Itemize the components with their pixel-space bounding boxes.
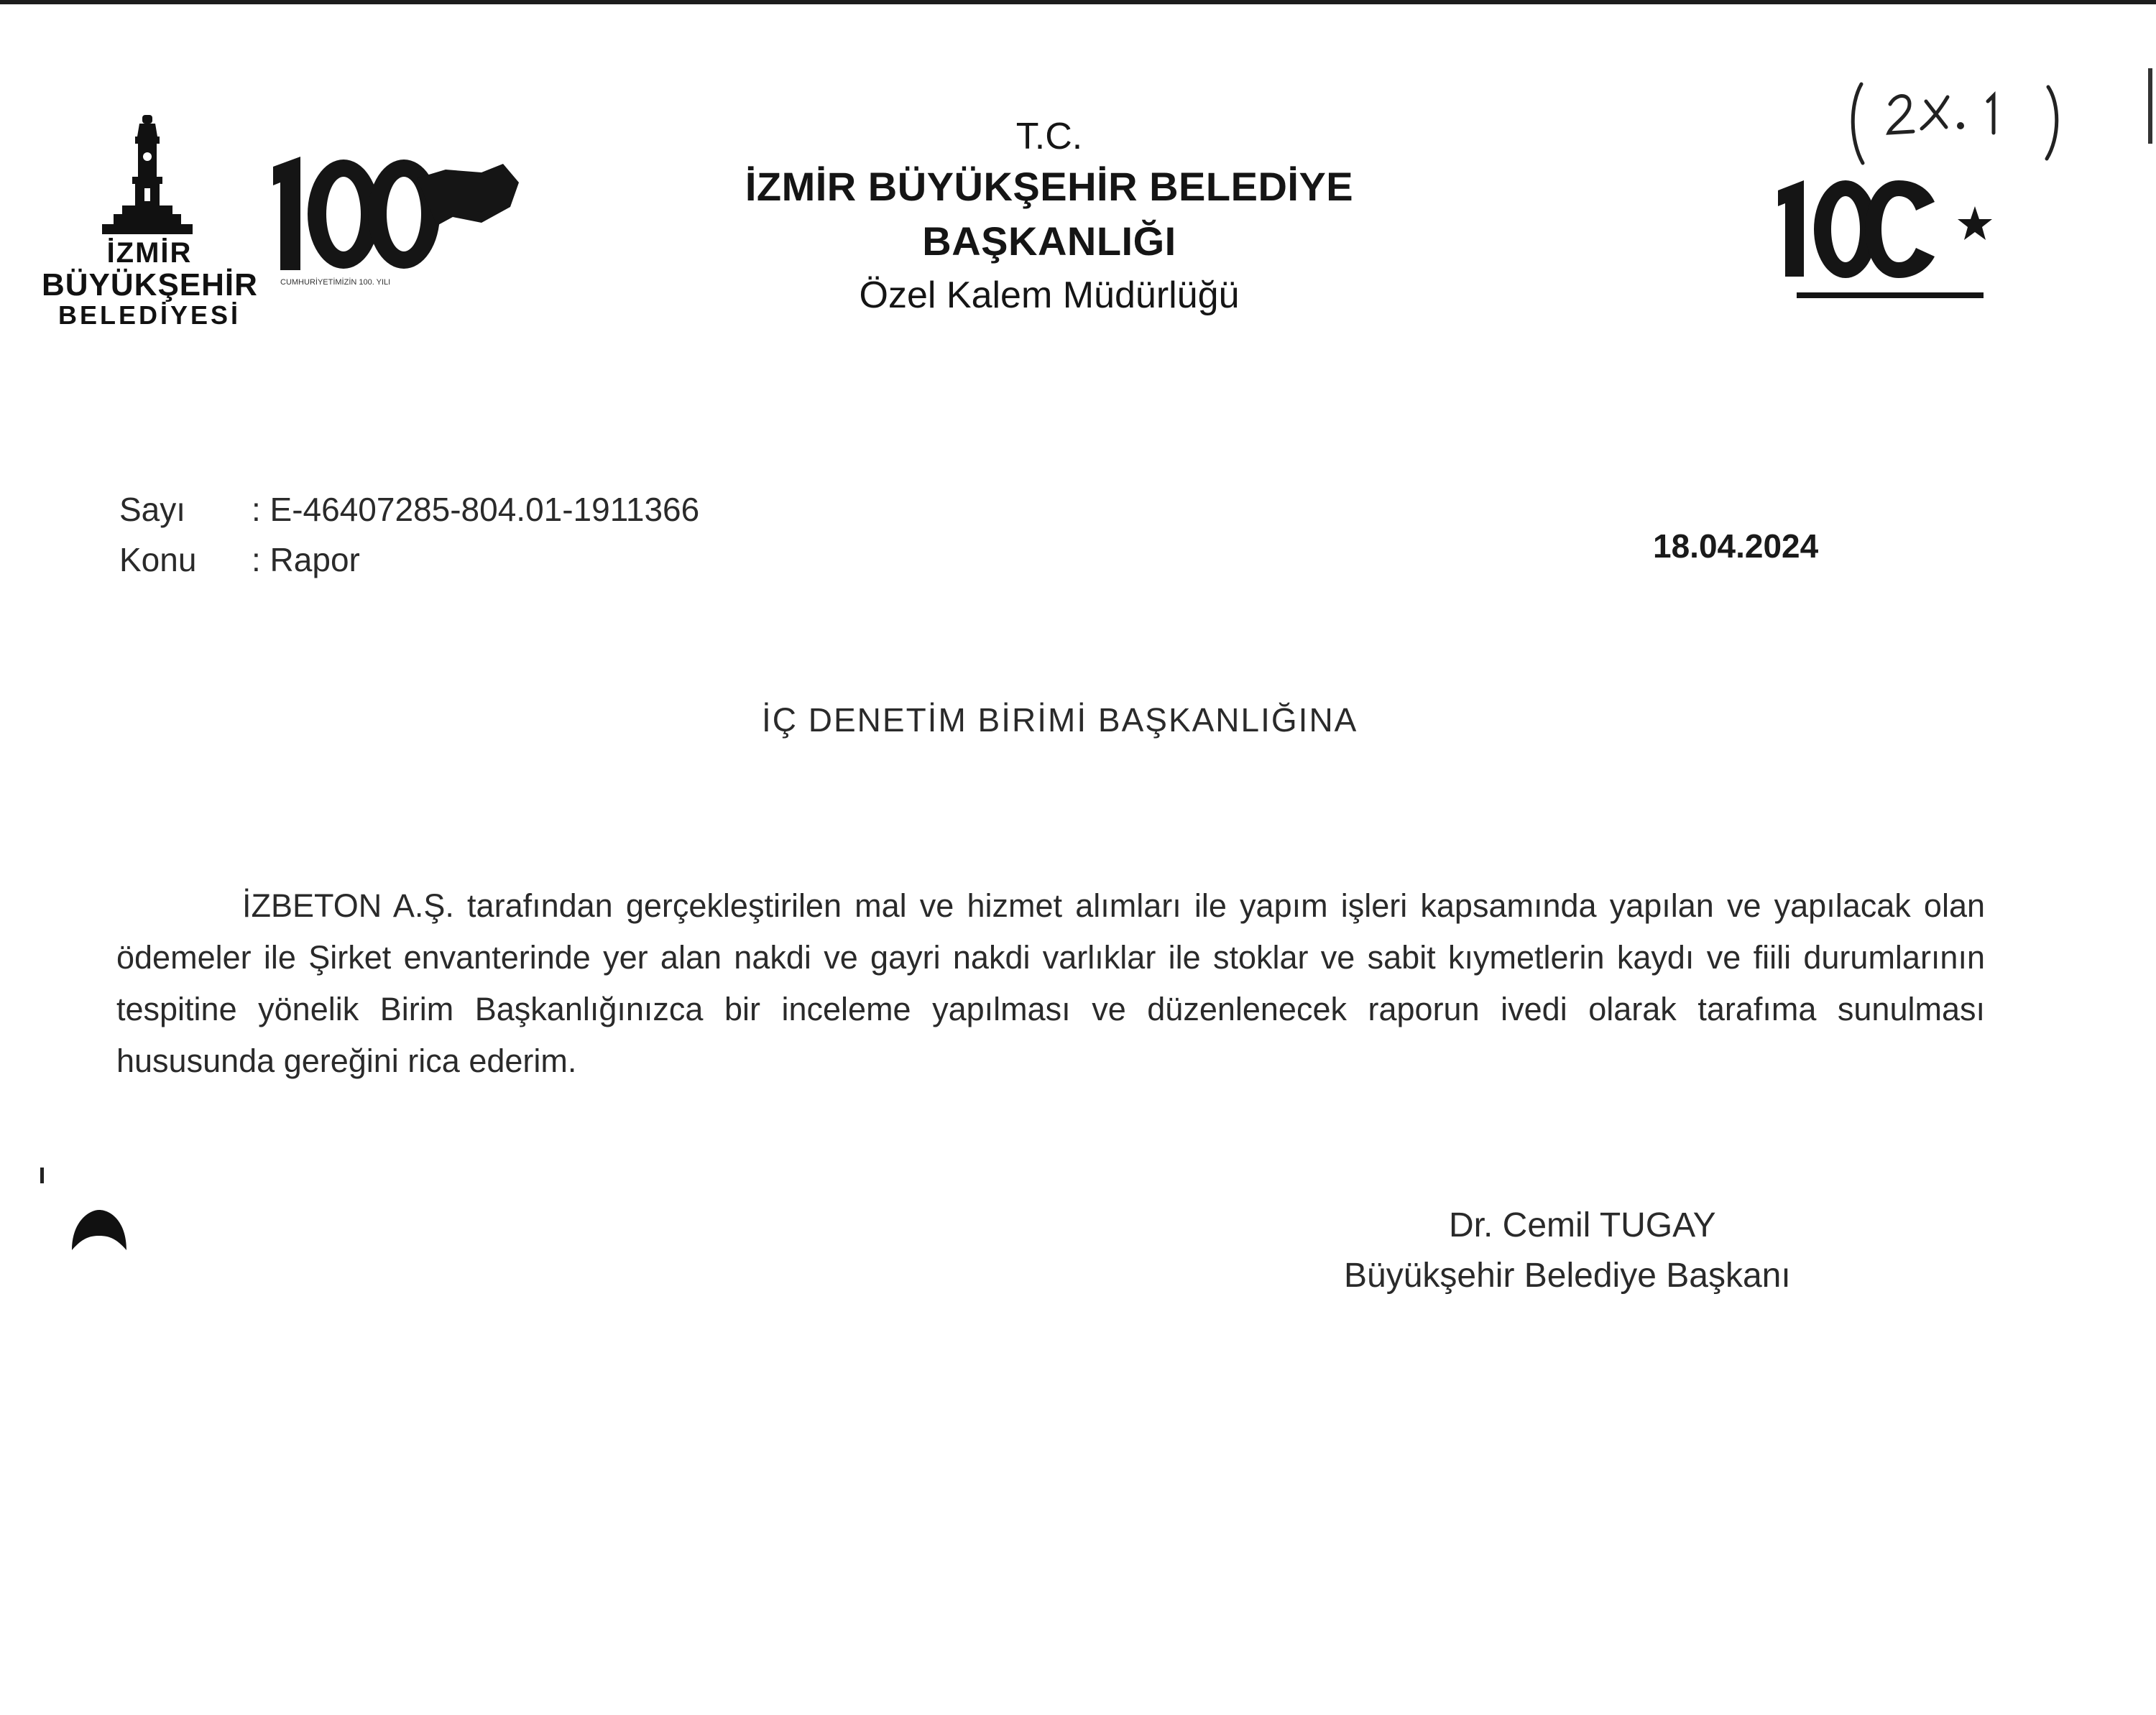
scan-mark <box>40 1168 44 1183</box>
document-date: 18.04.2024 <box>1653 527 1819 565</box>
clock-tower-icon <box>42 115 257 237</box>
signer-title: Büyükşehir Belediye Başkanı <box>1344 1257 1791 1295</box>
letterhead <box>618 114 1480 322</box>
scan-right-edge <box>2148 68 2152 144</box>
logo-text-line2: BÜYÜKŞEHİR <box>42 267 258 302</box>
izmir-municipality-logo <box>42 115 257 330</box>
sayi-value: : E-46407285-804.01-1911366 <box>252 491 700 528</box>
addressee: İÇ DENETİM BİRİMİ BAŞKANLIĞINA <box>762 701 1358 739</box>
letterhead-institution: İZMİR BÜYÜKŞEHİR BELEDİYE BAŞKANLIĞI <box>745 164 1354 264</box>
letterhead-department: Özel Kalem Müdürlüğü <box>859 274 1240 316</box>
handwritten-note <box>1847 75 2070 169</box>
scan-top-border <box>0 0 2156 4</box>
sayi-label: Sayı <box>119 491 186 528</box>
logo-text-line3: BELEDİYESİ <box>57 300 241 330</box>
signer-name: Dr. Cemil TUGAY <box>1449 1206 1716 1244</box>
konu-value: : Rapor <box>252 541 360 578</box>
centenary-100-flag-icon <box>266 157 525 293</box>
konu-label: Konu <box>119 541 197 578</box>
logo-text-line1: İZMİR <box>106 237 193 269</box>
centenary-100-star-icon <box>1775 169 2005 313</box>
hole-punch-mark <box>69 1207 129 1254</box>
body-paragraph: İZBETON A.Ş. tarafından gerçekleştirilen mal ve hizmet alımları ile yapım işleri kapsamında yapılan ve yapılacak olan ödemeler ile Şirket envanterinde yer alan nakdi ve gayri nakdi varlıklar ile stoklar ve sabit kıymetlerin kaydı ve fiili durumlarının tespitine yönelik Birim Başkanlığınızca bir inceleme yapılması ve düzenlenecek raporun ivedi olarak tarafıma sunulması hususunda gereğini rica ederim. <box>116 887 1985 1079</box>
centenary-left-caption: CUMHURİYETİMİZİN 100. YILI <box>280 278 391 287</box>
letterhead-tc: T.C. <box>1015 116 1083 157</box>
